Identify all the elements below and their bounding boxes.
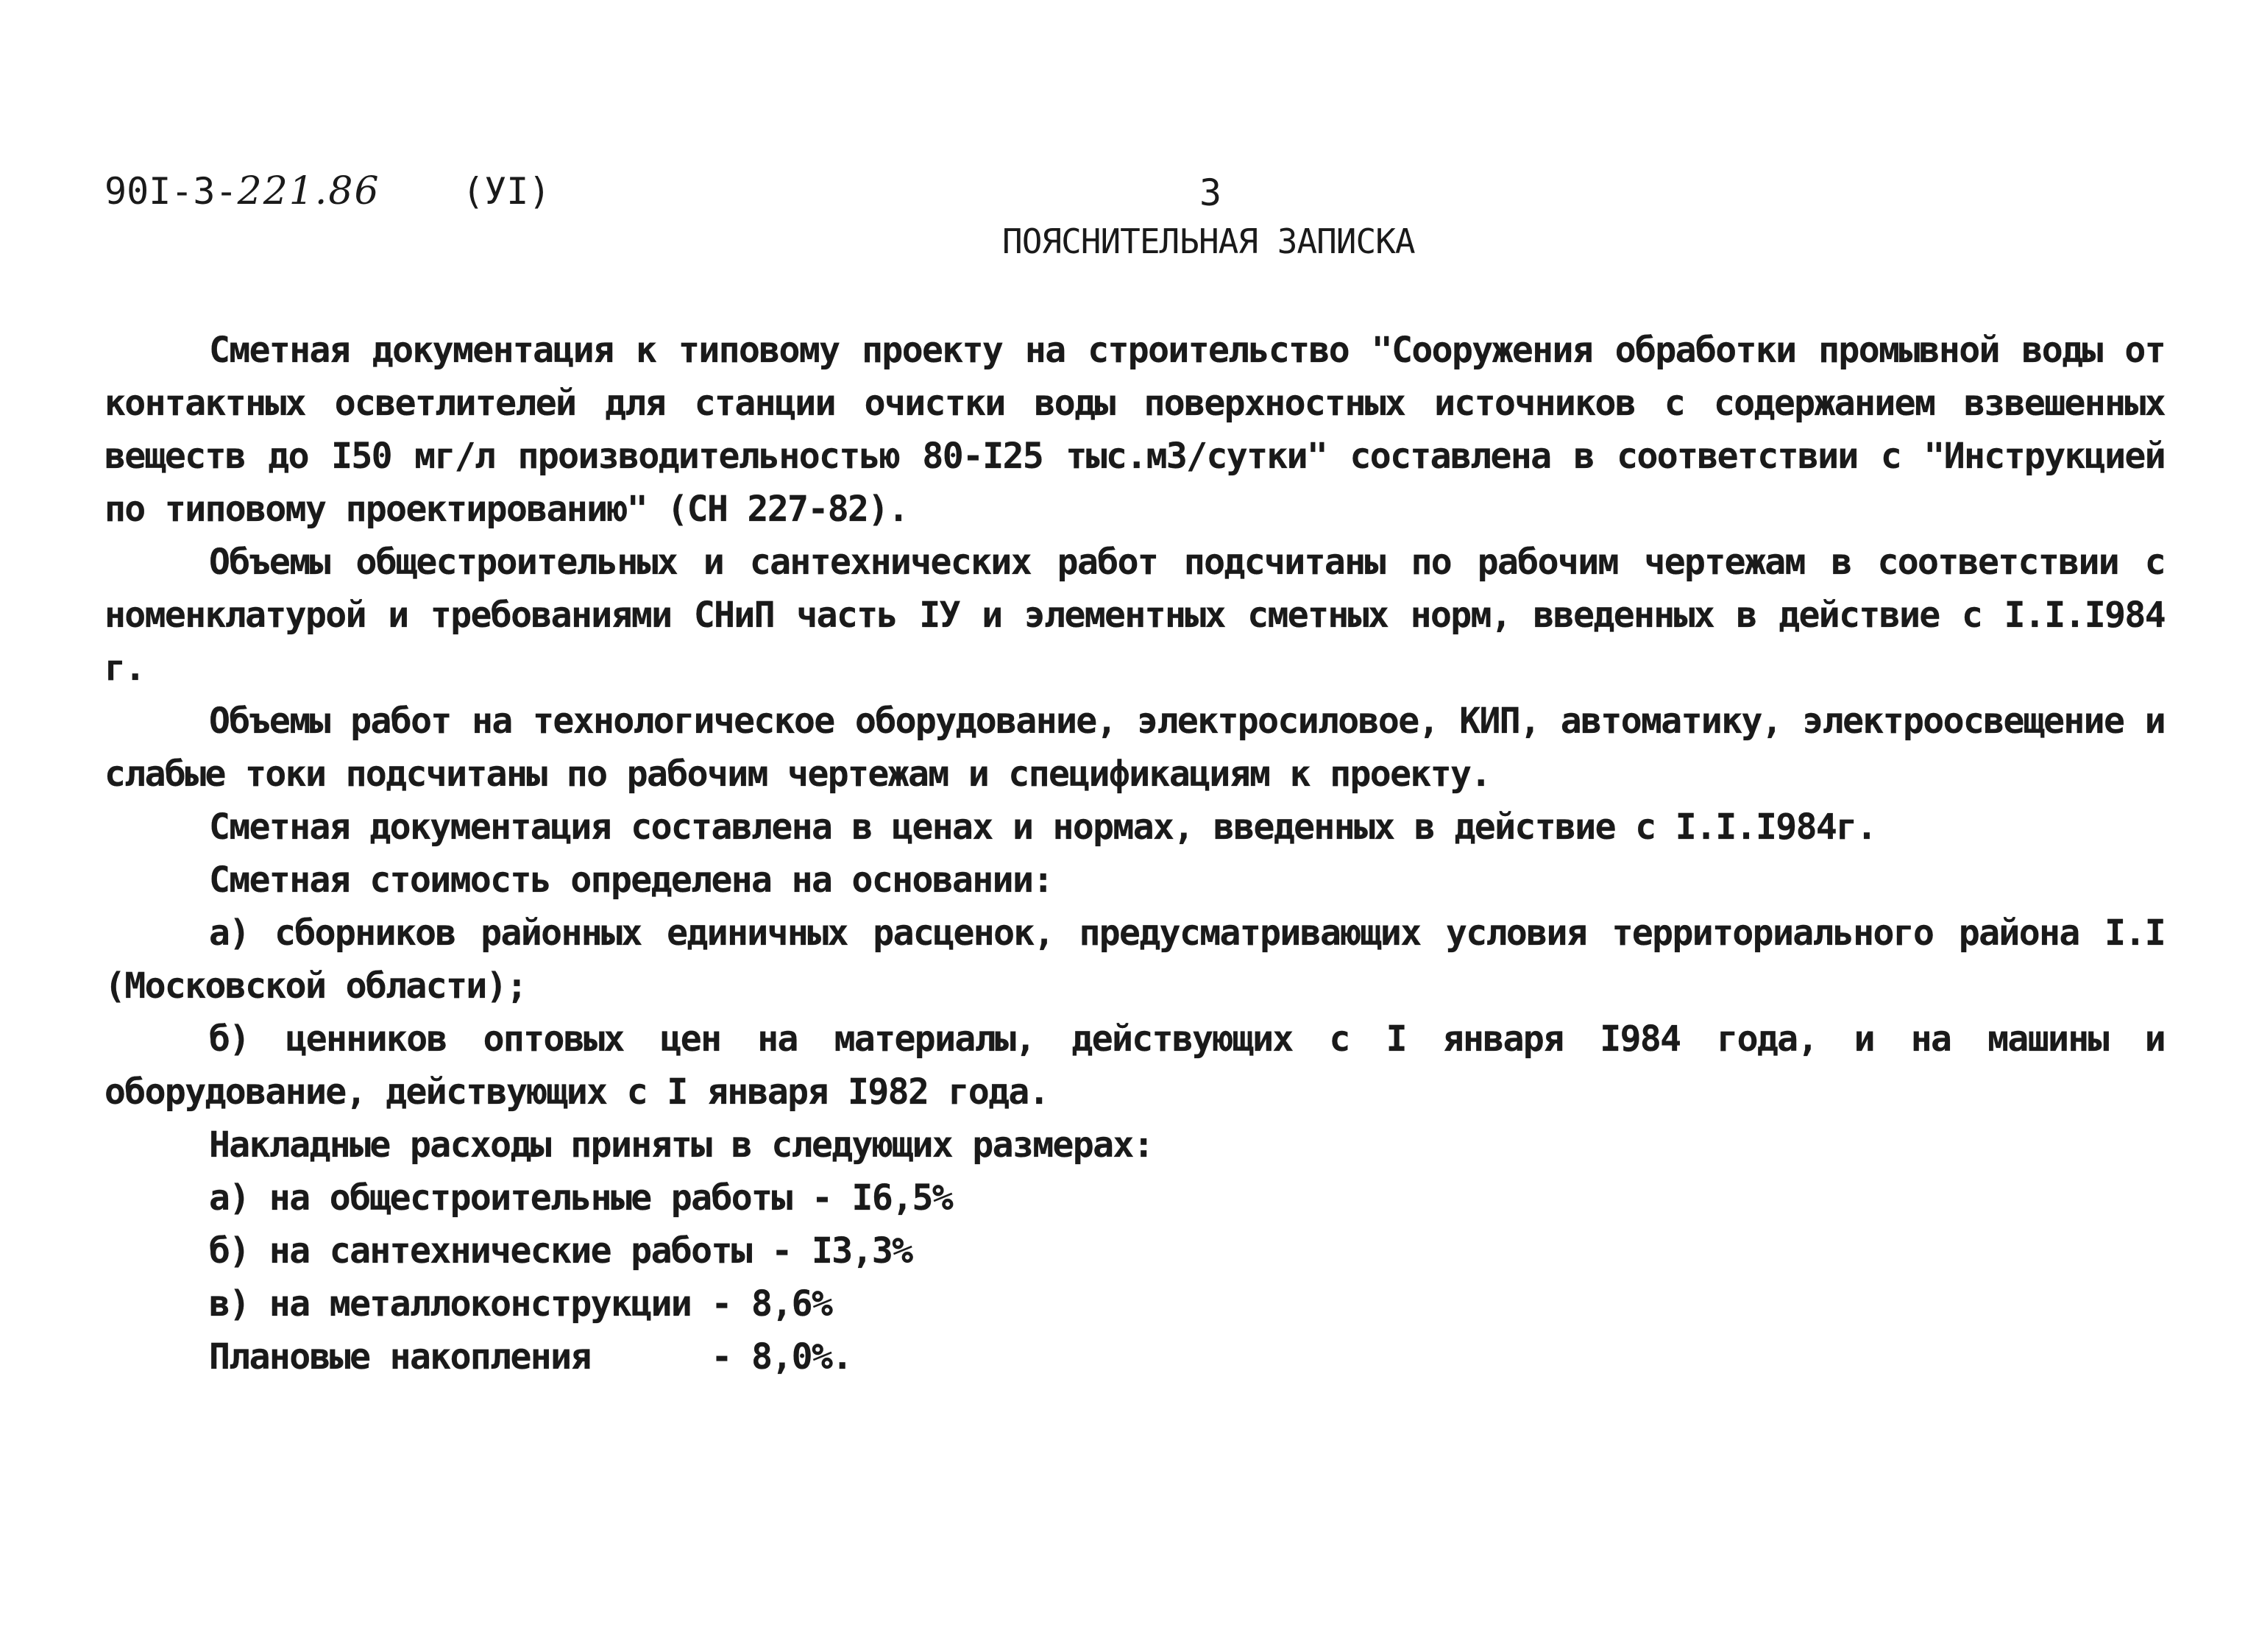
document-title: ПОЯСНИТЕЛЬНАЯ ЗАПИСКА [1002,221,1415,261]
overhead-item-a: а) на общестроительные работы - I6,5% [209,1177,953,1219]
paragraph-volumes-construction: Объемы общестроительных и сантехнических работ подсчитаны по рабочим чертежам в соответствии с номенклатурой и требованиями СНиП часть IУ и элементных сметных норм, введенных в действие с I.I.I984 г. [104,542,2165,689]
paragraph-scope: Сметная документация к типовому проекту на строительство "Сооружения обработки промывной воды от контактных осветлителей для станции очистки воды поверхностных источников с содержанием взвешенных веществ до I50 мг/л производительностью 80-I25 тыс.м3/сутки" составлена в соответствии с "Инструкцией по типовому проектированию" (СН 227-82). [104,330,2165,530]
basis-item-a: а) сборников районных единичных расценок, предусматривающих условия территориального района I.I (Московской области); [104,912,2165,1007]
overhead-item-c: в) на металлоконструкции - 8,6% [209,1283,832,1325]
document-body [104,324,2165,1383]
planned-savings-label: Плановые накопления [209,1336,591,1378]
paragraph-prices: Сметная документация составлена в ценах и нормах, введенных в действие с I.I.I984г. [209,806,1876,848]
sheet-mark: (УI) [462,170,551,213]
page-number: 3 [1199,171,1222,214]
planned-savings-value: - 8,0%. [711,1336,852,1378]
document-code-handwritten: 221.86 [237,169,380,213]
paragraph-volumes-equipment: Объемы работ на технологическое оборудование, электросиловое, КИП, автоматику, электроосвещение и слабые токи подсчитаны по рабочим чертежам и спецификациям к проекту. [104,701,2165,795]
overhead-intro: Накладные расходы приняты в следующих размерах: [209,1124,1154,1166]
document-code-prefix: 90I-3- [104,170,238,213]
planned-savings-line [104,1330,2165,1383]
basis-item-b: б) ценников оптовых цен на материалы, действующих с I января I984 года, и на машины и оборудование, действующих с I января I982 года. [104,1018,2165,1113]
overhead-item-b: б) на сантехнические работы - I3,3% [209,1230,912,1272]
paragraph-cost-basis: Сметная стоимость определена на основании: [209,859,1053,901]
document-code [104,169,380,213]
